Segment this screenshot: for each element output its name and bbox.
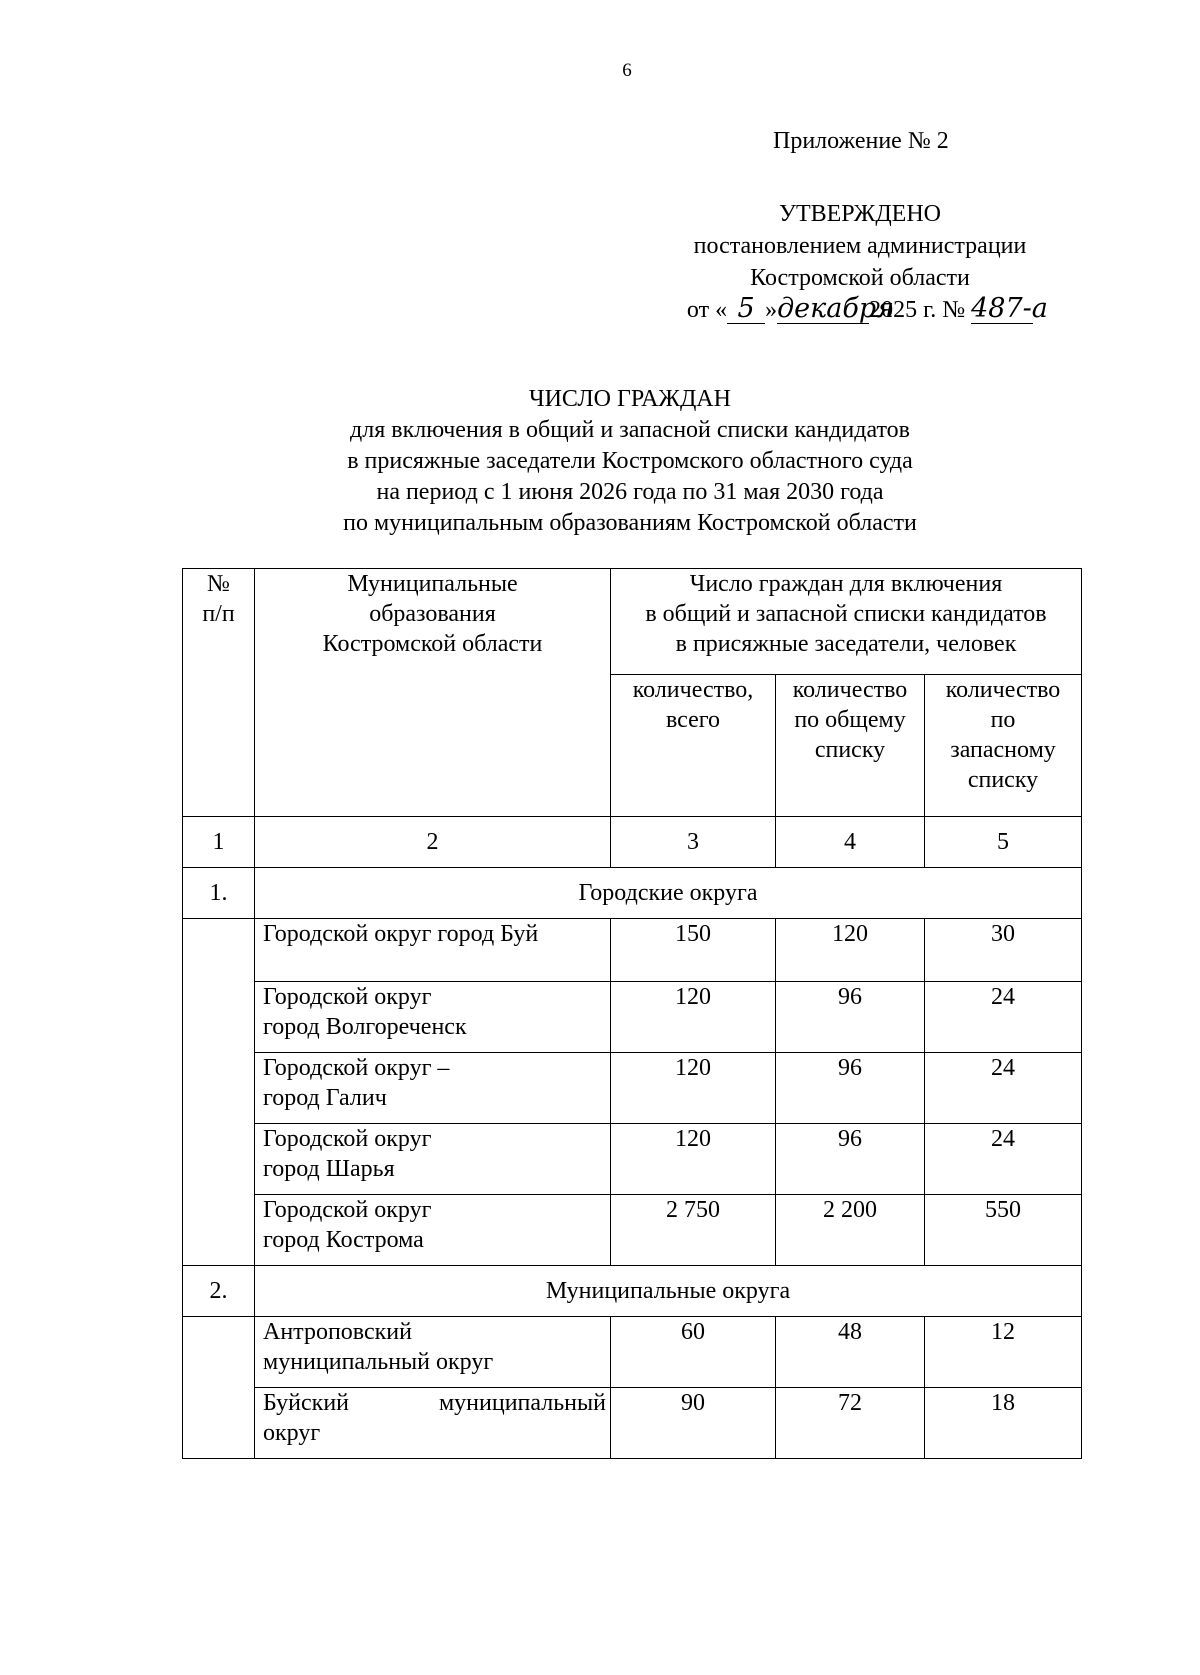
name-line: Городской округ	[263, 984, 432, 1010]
order-day: 5	[727, 295, 765, 324]
header-text: количество,	[632, 677, 754, 703]
total-cell: 120	[611, 982, 776, 1053]
name-line: Антроповский	[263, 1319, 412, 1345]
table-row	[183, 1195, 1082, 1266]
header-text: запасному	[950, 737, 1056, 763]
total-cell: 150	[611, 919, 776, 982]
subtitle-line: на период с 1 июня 2026 года по 31 мая 2030 года	[376, 479, 884, 505]
page-number: 6	[622, 60, 632, 81]
municipality-name	[255, 1195, 611, 1266]
header-total	[611, 675, 776, 817]
reserve-cell: 18	[925, 1388, 1082, 1459]
appendix-label: Приложение № 2	[773, 128, 949, 154]
name-line: округ	[263, 1420, 321, 1446]
general-cell: 96	[776, 1053, 925, 1124]
reserve-cell: 24	[925, 982, 1082, 1053]
name-line: Городской округ	[263, 1126, 432, 1152]
name-line: город Галич	[263, 1085, 387, 1111]
column-number: 4	[776, 817, 925, 868]
general-cell: 48	[776, 1317, 925, 1388]
header-text: списку	[967, 767, 1039, 793]
table-row	[183, 1388, 1082, 1459]
order-year: 2025 г. №	[869, 297, 966, 323]
header-text: по	[990, 707, 1016, 733]
reserve-cell: 24	[925, 1124, 1082, 1195]
name-line: Городской округ –	[263, 1055, 450, 1081]
header-text: в общий и запасной списки кандидатов	[645, 601, 1047, 627]
header-text: количество	[792, 677, 908, 703]
subtitle-line: в присяжные заседатели Костромского областного суда	[347, 448, 913, 474]
table-body	[183, 569, 1082, 1459]
approval-line-1: постановлением администрации	[693, 233, 1027, 259]
name-line: город Шарья	[263, 1156, 395, 1182]
general-cell: 120	[776, 919, 925, 982]
header-row	[183, 569, 1082, 675]
document-title	[290, 384, 970, 539]
order-prefix: от «	[686, 297, 728, 323]
order-line	[640, 294, 1080, 326]
group-row	[183, 1266, 1082, 1317]
header-text: списку	[814, 737, 886, 763]
citizens-table	[182, 568, 1082, 1459]
table-row	[183, 1317, 1082, 1388]
name-line: город Волгореченск	[263, 1014, 467, 1040]
name-word: Буйский	[263, 1390, 350, 1416]
total-cell: 120	[611, 1124, 776, 1195]
header-text: Костромской области	[322, 631, 543, 657]
group-spacer-cell	[183, 1317, 255, 1459]
municipality-name	[255, 982, 611, 1053]
group-row	[183, 868, 1082, 919]
order-mid: »	[765, 297, 778, 323]
title-main: ЧИСЛО ГРАЖДАН	[529, 386, 731, 412]
name-line: город Кострома	[263, 1227, 424, 1253]
reserve-cell: 550	[925, 1195, 1082, 1266]
approval-block	[640, 198, 1080, 326]
table-row	[183, 982, 1082, 1053]
municipality-name	[255, 1124, 611, 1195]
general-cell: 96	[776, 1124, 925, 1195]
group-title: Муниципальные округа	[255, 1266, 1082, 1317]
header-text: в присяжные заседатели, человек	[675, 631, 1017, 657]
header-text: п/п	[202, 601, 235, 627]
column-number: 1	[183, 817, 255, 868]
reserve-cell: 12	[925, 1317, 1082, 1388]
header-text: №	[207, 571, 230, 597]
column-number: 2	[255, 817, 611, 868]
general-cell: 2 200	[776, 1195, 925, 1266]
header-text: образования	[369, 601, 496, 627]
header-text: количество	[945, 677, 1061, 703]
header-text: по общему	[794, 707, 906, 733]
column-number-row	[183, 817, 1082, 868]
general-cell: 96	[776, 982, 925, 1053]
total-cell: 120	[611, 1053, 776, 1124]
group-spacer-cell	[183, 919, 255, 1266]
order-month: декабря	[777, 293, 895, 324]
group-number: 1.	[183, 868, 255, 919]
name-word: муниципальный	[438, 1390, 606, 1416]
header-text: всего	[665, 707, 721, 733]
group-title: Городские округа	[255, 868, 1082, 919]
header-municipality	[255, 569, 611, 817]
header-text: Муниципальные	[347, 571, 518, 597]
subtitle-line: для включения в общий и запасной списки кандидатов	[350, 417, 910, 443]
municipality-name	[255, 1388, 611, 1459]
general-cell: 72	[776, 1388, 925, 1459]
name-line	[263, 1388, 610, 1418]
header-num	[183, 569, 255, 817]
name-line: муниципальный округ	[263, 1349, 494, 1375]
header-general	[776, 675, 925, 817]
group-number: 2.	[183, 1266, 255, 1317]
reserve-cell: 30	[925, 919, 1082, 982]
header-text: Число граждан для включения	[689, 571, 1003, 597]
approval-heading: УТВЕРЖДЕНО	[778, 201, 942, 227]
column-number: 3	[611, 817, 776, 868]
reserve-cell: 24	[925, 1053, 1082, 1124]
header-reserve	[925, 675, 1082, 817]
table-row	[183, 919, 1082, 982]
total-cell: 60	[611, 1317, 776, 1388]
column-number: 5	[925, 817, 1082, 868]
approval-line-2: Костромской области	[750, 265, 970, 291]
table-row	[183, 1053, 1082, 1124]
municipality-name	[255, 1317, 611, 1388]
table-row	[183, 1124, 1082, 1195]
order-number: 487-а	[971, 293, 1048, 324]
municipality-name	[255, 1053, 611, 1124]
subtitle-line: по муниципальным образованиям Костромской области	[343, 510, 917, 536]
header-count-group	[611, 569, 1082, 675]
name-line: Городской округ	[263, 1197, 432, 1223]
municipality-name	[255, 919, 611, 982]
total-cell: 90	[611, 1388, 776, 1459]
name-line: Городской округ город Буй	[263, 921, 539, 947]
total-cell: 2 750	[611, 1195, 776, 1266]
